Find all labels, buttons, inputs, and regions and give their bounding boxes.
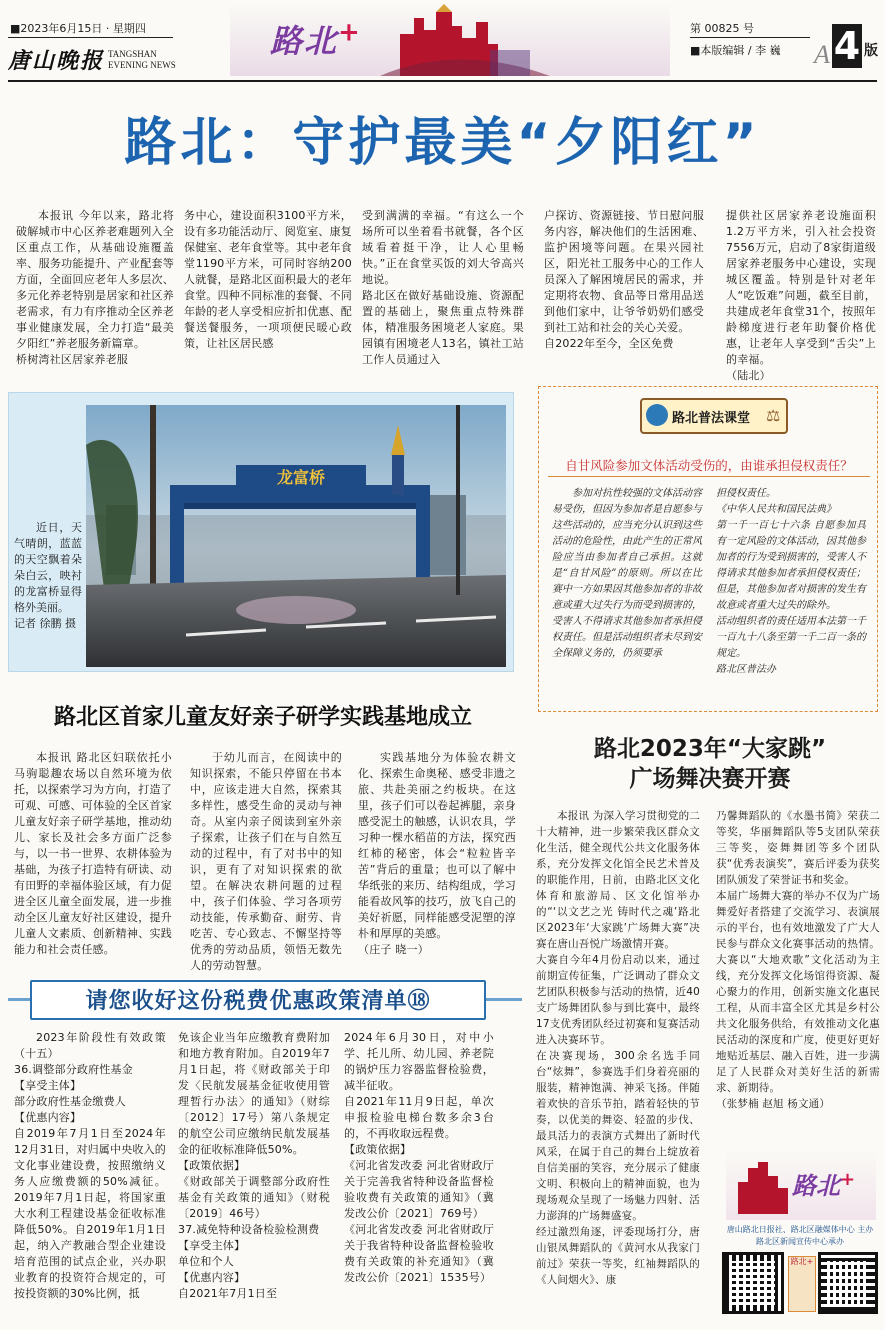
promo-title-text: 路北 (792, 1172, 840, 1200)
law-banner (640, 398, 788, 434)
promo-title (792, 1166, 855, 1201)
lead-column-4: 户探访、资源链接、节日慰问服务内容，解决他们的生活困难、监护困境等问题。在果兴园社区，阳光社工服务中心的工作人员深入了解困境居民的需求，并定期将农物、食品等日常用品送到他们家中，让爷爷奶奶们感受到社工站和社会的关心关爱。 自2022年至今，全区免费 (544, 209, 704, 350)
law-column-1: 参加对抗性较强的文体活动容易受伤，但因为参加者是自愿参与这些活动的，应当充分认识到这些活动的危险性，由此产生的正常风险应当由参加者自己承担。这就是“自甘风险”的原则。所以在比赛中一方如果因其他参加者的非故意或重大过失行为而受到损害的，受害人不得请求其他参加者承担侵权责任。但是活动组织者未尽到安全保障义务的，仍须要承 (552, 488, 702, 659)
tax-column-1: 2023年阶段性有效政策（十五） 36.调整部分政府性基金 【享受主体】 部分政府性基金缴费人 【优惠内容】 自2019年7月1日至2024年12月31日，对归属中央收入的文化事业建设费，按照缴纳义务人应缴费额的50%减征。2019年7月1日起，将国家重大水利工程建设基金征收标准降低50%。自2019年1月1日起，纳入产教融合型企业建设培育范围的试点企业，兴办职业教育的投资符合规定的，可按投资额的30%比例，抵 (14, 1031, 166, 1300)
promo-qr-middle (788, 1256, 816, 1312)
main-headline: 路北：守护最美“夕阳红” (124, 113, 761, 173)
section-title (270, 16, 362, 62)
law-banner-text: 路北普法课堂 (672, 411, 751, 426)
edition-suffix: 版 (864, 43, 878, 59)
scales-icon: ⚖ (766, 406, 781, 425)
edition-num: 4 (833, 24, 861, 68)
qr-code-right[interactable] (818, 1252, 878, 1314)
promo-graphic (726, 1150, 876, 1220)
paper-name: 唐山晚报 (8, 48, 105, 74)
edition-letter: A (814, 40, 830, 69)
lead-column-1: 本报讯 今年以来，路北将破解城市中心区养老难题列入全区重点工作，从基础设施覆盖率、服务功能提升、产业配套等方面，全面回应老年人多层次、多元化养老特别是居家和社区养老需求，有力有序推动全区养老事业健康发展，全力打造“最美夕阳红”养老服务新篇章。 桥树湾社区居家养老服 (16, 209, 174, 366)
tax-column-3: 2024年6月30日，对中小学、托儿所、幼儿园、养老院的锅炉压力容器监督检验费，减半征收。 自2021年11月9日起，单次申报检验电梯台数多余3台的，不再收取远程费。 【政策依据】 《河北省发改委 河北省财政厅关于完善我省特种设备监督检验收费有关政策的通知》（冀发改公价〔2021〕769号） 《河北省发改委 河北省财政厅关于我省特种设备监督检验收费有关政策的补充通知》（冀发改公价〔2021〕1535号） (344, 1031, 494, 1284)
promo-skyline-icon (734, 1158, 794, 1214)
bridge-photo (86, 405, 506, 667)
article2-column-2: 于幼儿而言，在阅读中的知识探索，不能只停留在书本中，应该走进大自然，探索其多样性，感受生命的灵动与神奇。从室内亲子阅读到室外亲子探索，让孩子们在与自然互动的过程中，有了对书中的知识，更有了对知识探索的欲望。在解决农耕问题的过程中，孩子们体验、学习各项劳动技能，传承勤奋、耐劳、肯吃苦、专心致志、不懈坚持等优秀的劳动品质，领悟无数先人的劳动智慧。 (190, 751, 342, 972)
tax-banner-text: 请您收好这份税费优惠政策清单⑱ (85, 989, 431, 1014)
promo-slogan-1: 唐山路北日报社、路北区融媒体中心 主办 (726, 1225, 874, 1234)
paper-name-en-2: EVENING NEWS (108, 60, 176, 70)
masthead-rule (8, 37, 173, 38)
law-column-2: 担侵权责任。 《中华人民共和国民法典》 第一千一百七十六条 自愿参加具有一定风险的文体活动，因其他参加者的行为受到损害的，受害人不得请求其他参加者承担侵权责任；但是，其他参加者对损害的发生有故意或者重大过失的除外。 活动组织者的责任适用本法第一千一百九十八条至第一千二百一条的规定。 路北区普法办 (716, 488, 866, 675)
promo-block (718, 1146, 880, 1326)
masthead-rule-right (690, 37, 810, 38)
photo-caption: 近日，天气晴朗，蓝蓝的天空飘着朵朵白云，映衬的龙富桥显得格外美丽。 记者 徐鹏 摄 (14, 521, 82, 630)
section-banner (230, 4, 670, 76)
lead-column-3: 受到满满的幸福。“有这么一个场所可以坐着看书就餐，各个区域看着挺干净，让人心里畅快。”正在食堂买饭的刘大爷高兴地说。 路北区在做好基础设施、资源配置的基础上，聚焦重点特殊群体，精准服务困境老人家庭。果园镇有困境老人13名，镇社工站工作人员通过入 (362, 209, 524, 366)
qr-code-left[interactable] (722, 1252, 784, 1314)
article3-title-line-2: 广场舞决赛开赛 (629, 766, 791, 792)
edition-number: 第 00825 号 (690, 22, 754, 35)
law-question: 自甘风险参加文体活动受伤的，由谁承担侵权责任？ (565, 458, 853, 473)
promo-slogan-2: 路北区新闻宣传中心承办 (756, 1237, 844, 1246)
bridge-arch-text: 龙富桥 (276, 468, 326, 487)
lead-column-2: 务中心，建设面积3100平方米，设有多功能活动厅、阅览室、康复保健室、老年食堂等。其中老年食堂1190平方米，可同时容纳200人就餐，是路北区面积最大的老年食堂。四种不同标准的套餐、不同年龄的老人享受相应折扣优惠、配餐送餐服务，一项项便民暖心政策，让社区居民感 (184, 209, 352, 350)
article2-title: 路北区首家儿童友好亲子研学实践基地成立 (53, 705, 472, 730)
paper-logo (8, 44, 178, 78)
tax-column-2: 免该企业当年应缴教育费附加和地方教育附加。自2019年7月1日起，将《财政部关于印发〈民航发展基金征收使用管理暂行办法〉的通知》（财综〔2012〕17号）第八条规定的航空公司应缴纳民航发展基金的征收标准降低50%。 【政策依据】 《财政部关于调整部分政府性基金有关政策的通知》（财税〔2019〕46号） 37.减免特种设备检验检测费 【享受主体】 单位和个人 【优惠内容】 自2021年7月1日至 (178, 1031, 330, 1300)
bridge-illustration (86, 405, 506, 667)
article2-column-3: 实践基地分为体验农耕文化、探索生命奥秘、感受非遗之旅、共赴美丽之约板块。在这里，孩子们可以卷起裤腿，亲身感受泥土的触感，认识农具，学习种一棵水稻苗的方法，探究西红柿的秘密，体会“粒粒皆辛苦”背后的重量；也可以了解中华纸张的来历、结构组成，学习能看故风筝的技巧，放飞自己的美好祈愿，同样能感受泥塑的淳朴和厚厚的美感。 （庄子 晓一） (358, 751, 516, 956)
edition-badge (814, 22, 880, 72)
lead-column-5: 提供社区居家养老设施面积1.2万平方米，引入社会投资7556万元，启动了8家街道级居家养老服务中心建设，实现城区覆盖。特别是针对老年人“吃饭难”问题，截至目前，共建成老年食堂31个，按照年龄梯度进行老年助餐价格优惠，让老年人享受到“舌尖”上的幸福。 （陆北） (726, 209, 876, 382)
article3-title-line-1: 路北2023年“大家跳” (593, 736, 827, 762)
law-banner-icon (646, 404, 668, 426)
article3-column-2: 乃馨舞蹈队的《水墨书简》荣获二等奖，华丽舞蹈队等5支团队荣获三等奖，姿舞舞团等多个团队获“优秀表演奖”，赛后评委为获奖团队颁发了荣誉证书和奖金。 本届广场舞大赛的举办不仅为广场舞爱好者搭建了交流学习、表演展示的平台，也有效地激发了广大人民参与群众文化赛事活动的热情。大赛以“大地欢歌”文化活动为主线，充分发挥文化场馆得资源、凝心聚力的作用，创新实施文化惠民工程，从而丰富全区尤其是乡村公共文化服务供给，有效推动文化惠民活动的深度和广度，使更好更好地贴近基层、融入百姓，进一步满足了人民群众对美好生活的新需求、新期待。 （张梦楠 赵旭 杨文通） (716, 810, 880, 1110)
law-rule (548, 476, 870, 477)
editor-credit: ■本版编辑 / 李 巍 (690, 44, 781, 57)
section-title-text: 路北 (270, 22, 339, 60)
article3-column-1: 本报讯 为深入学习贯彻党的二十大精神，进一步繁荣我区群众文化生活，健全现代公共文化服务体系，充分发挥文化馆全民艺术普及的职能作用，日前，由路北区文化体育和旅游局、区文化馆举办的“‘以文艺之光 铸时代之魂’路北区2023年‘大家跳’广场舞大赛”决赛在唐山吾悦广场激情开赛。 大赛自今年4月份启动以来，通过前期宣传征集，广泛调动了群众文艺团队积极参与活动的热情，近40支广场舞团队参与到比赛中，最终17支优秀团队经过初赛和复赛活动进入决赛环节。 在决赛现场，300余名选手同台“炫舞”，参赛选手们身着亮丽的服装，精神饱满、神采飞扬。伴随着欢快的音乐节拍，踏着轻快的节奏，以优美的舞姿、轻盈的步伐、最具活力的表演方式舞出了新时代风采，在属于自己的舞台上绽放着自信美丽的笑容，充分展示了健康文明、积极向上的精神面貌，也为现场观众呈现了一场魅力四射、活力澎湃的广场舞盛宴。 经过激烈角逐，评委现场打分，唐山银凤舞蹈队的《黄河水从我家门前过》荣获一等奖，红袖舞蹈队的《人间烟火》、康 (536, 810, 700, 1286)
tax-banner (8, 980, 522, 1020)
issue-date: ■2023年6月15日 · 星期四 (10, 22, 146, 35)
promo-qr-label: 路北+ (790, 1257, 814, 1266)
article2-column-1: 本报讯 路北区妇联依托小马驹聪趣农场以自然环境为依托，以探索学习为方向，打造了可观、可感、可体验的全区首家儿童友好亲子研学基地，推动幼儿、家长及社会多方面广泛参与，以一书一世界、农耕体验为基础，为孩子打造特有研读、动有田野的幸福体验区域，有力促进全区儿童全面发展，进一步推动全区儿童友好社区建设，提升儿童人文素质、创新精神、实践能力和社会责任感。 (14, 751, 172, 956)
section-plus: + (338, 17, 362, 48)
paper-name-en-1: TANGSHAN (108, 49, 157, 59)
promo-plus: + (840, 1169, 856, 1190)
masthead-bottom-rule (8, 80, 877, 82)
